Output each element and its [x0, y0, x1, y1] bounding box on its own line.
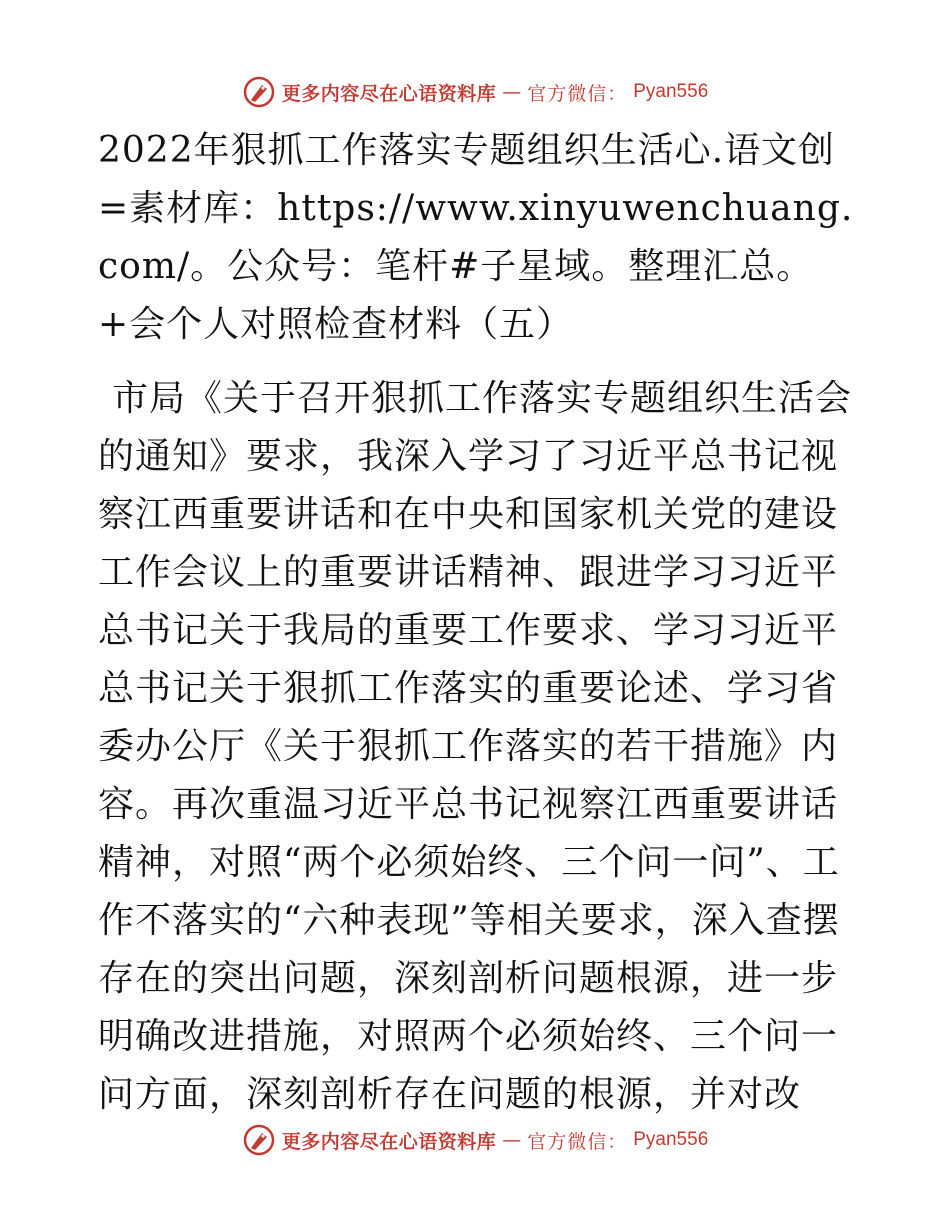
- watermark-account: Pyan556: [633, 81, 709, 102]
- header-watermark: [0, 72, 950, 112]
- watermark-wechat-label: 官方微信：: [527, 1130, 628, 1153]
- watermark-brand: 更多内容尽在心语资料库: [281, 1130, 497, 1153]
- pen-nib-icon: [242, 75, 276, 109]
- pen-nib-icon: [242, 1123, 276, 1157]
- watermark-separator: —: [502, 1129, 522, 1151]
- watermark-separator: —: [502, 81, 522, 103]
- watermark-wechat-label: 官方微信：: [527, 82, 628, 105]
- watermark-brand: 更多内容尽在心语资料库: [281, 82, 497, 105]
- footer-watermark: [0, 1120, 950, 1160]
- watermark-account: Pyan556: [633, 1129, 709, 1150]
- document-body: 市局《关于召开狠抓工作落实专题组织生活会的通知》要求，我深入学习了习近平总书记视察江西重要讲话和在中央和国家机关党的建设工作会议上的重要讲话精神、跟进学习习近平总书记关于我局的重要工作要求、学习习近平总书记关于狠抓工作落实的重要论述、学习省委办公厅《关于狠抓工作落实的若干措施》内容。再次重温习近平总书记视察江西重要讲话精神，对照“两个必须始终、三个问一问”、工作不落实的“六种表现”等相关要求，深入查摆存在的突出问题，深刻剖析问题根源，进一步明确改进措施，对照两个必须始终、三个问一问方面，深刻剖析存在问题的根源，并对改: [98, 378, 853, 1115]
- document-title: 2022年狠抓工作落实专题组织生活心.语文创=素材库：https://www.xinyuwenchuang.com/。公众号：笔杆#子星域。整理汇总。+会个人对照检查材料（五）: [98, 130, 854, 345]
